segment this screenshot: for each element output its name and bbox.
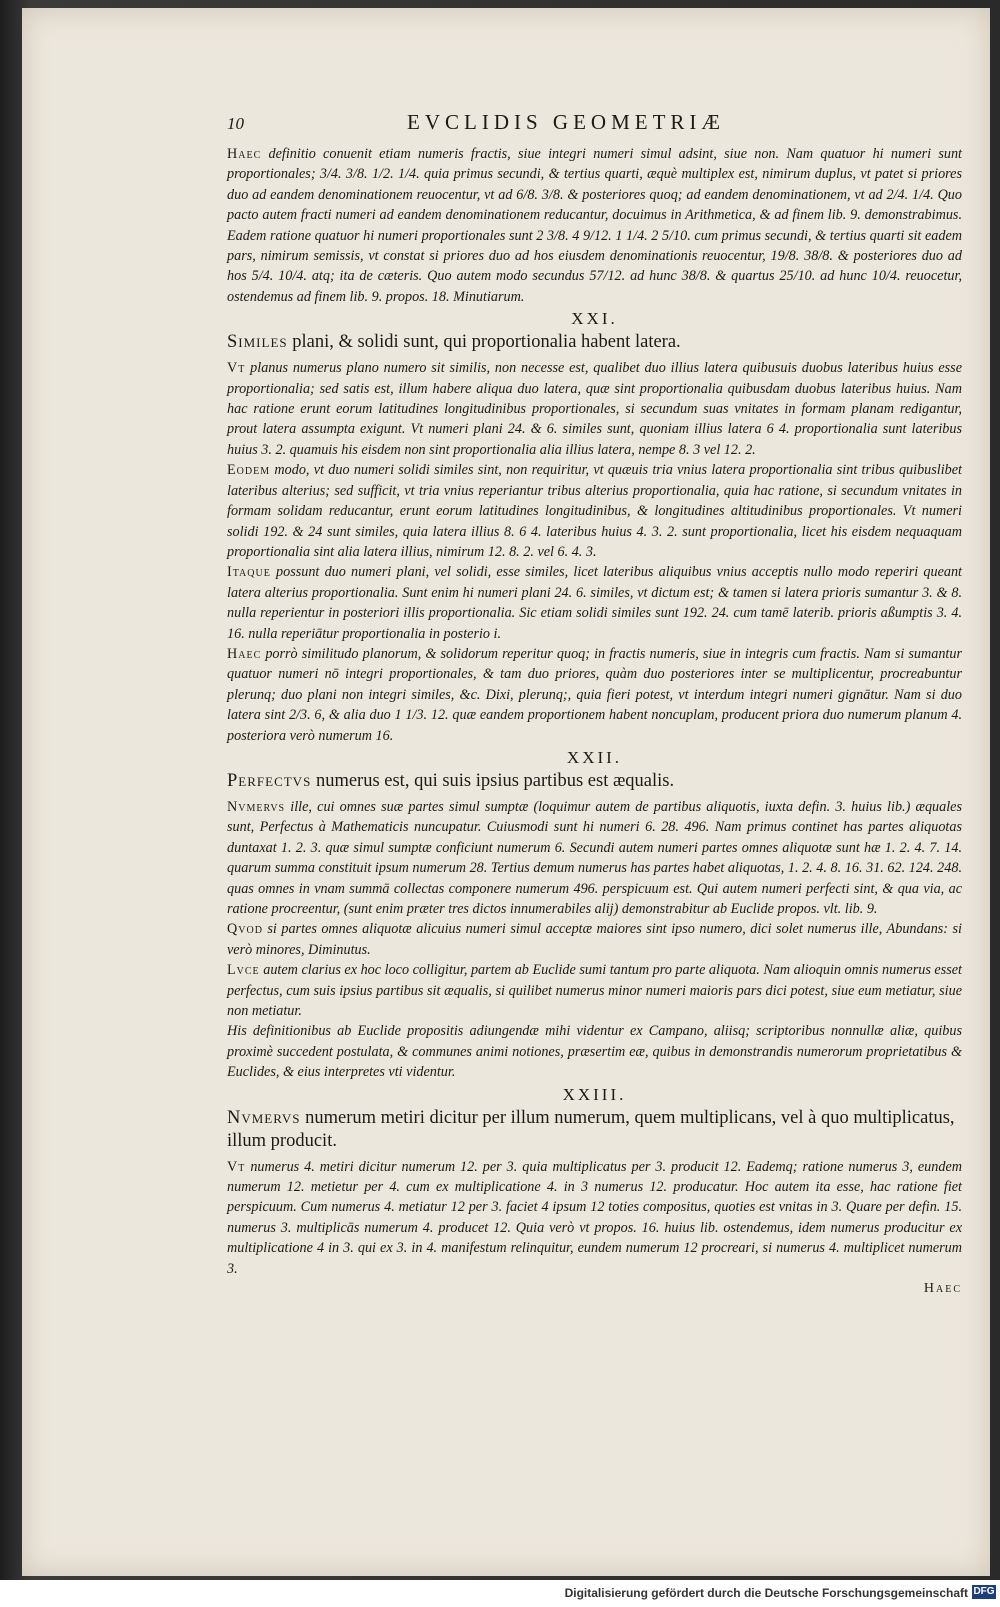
paragraph [227,144,962,307]
paragraph [227,1021,962,1082]
paragraph [227,797,962,919]
paragraph [227,562,962,644]
book-page [22,8,990,1576]
paragraph [227,460,962,562]
definition-number: XXII. [566,747,623,767]
paragraph [227,960,962,1021]
lead-word: Similes [227,332,288,353]
page-content [227,110,962,1297]
paragraph-text: numerus 4. metiri dicitur numerum 12. per 3. quia multiplicatus per 3. producit 12. Eademq; ratione numerus 3, eundem numerum 12. metietur per 4. cum ex multiplicatione 4. in 3 numerus 12. producatur. Hoc autem ita esse, hac ratione fiet perspicuum. Cum numerus 4. metiatur 12 per 3. faciet 4 ipsum 12 toties compositus, quoties est vnitas in 3. Quare per defin. 15. numerus 3. multiplicās numerum 4. producet 12. Quia verò vt propos. 16. huius lib. ostendemus, idem numerus producitur ex multiplicatione 4 in 3. qui ex 3. in 4. manifestum relinquitur, eundem numerum 12 procreari, si numerus 4. multiplicet numerum 3. [227,1158,962,1277]
lead-word: Vt [227,360,246,377]
running-head [227,110,962,144]
paragraph-text: autem clarius ex hoc loco colligitur, partem ab Euclide sumi tantum pro parte aliquota. Nam alioquin omnis numerus esset perfectus, cum suis ipsius partibus sit æqualis, si quilibet numerus minor numeri maioris pars dici potest, siue eum metiatur, siue non metiatur. [227,962,962,1020]
page-number: 10 [227,114,244,133]
definition-heading [227,331,962,354]
text-body [227,144,962,1279]
paragraph-text: His definitionibus ab Euclide propositis adiungendæ mihi videntur ex Campano, aliisq; scriptoribus nonnullæ aliæ, quibus proximè succedent postulata, & communes animi notiones, præsertim eæ, quibus in demonstrandis numerorum proprietatibus & Euclides, & eius interpretes vti videntur. [227,1023,962,1081]
paragraph-text: plani, & solidi sunt, qui proportionalia habent latera. [287,332,681,353]
funding-credit: Digitalisierung gefördert durch die Deutsche Forschungsgemeinschaft [564,1586,968,1600]
dfg-logo: DFG [973,1586,995,1597]
lead-word: Haec [227,146,262,162]
definition-heading [227,1107,962,1153]
paragraph-text: planus numerus plano numero sit similis, non necesse est, qualibet duo illius latera quibusuis duobus lateribus huius esse proportionalia; sed satis est, illum habere aliqua duo latera, quæ sint proportionalia quibusdam duobus lateribus huius. Nam hac ratione erunt eorum latitudines longitudinibus proportionales, si secundum suas vnitates in formam planam redigantur, prout latera assumpta exigunt. Vt numeri plani 24. & 6. similes sunt, quoniam illius latera 6 4. proportionalia sunt lateribus huius 3. 2. quamuis his eisdem non sint proportionalia alia illius latera, nempe 8. 3 vel 12. 2. [227,360,962,458]
paragraph-text: porrò similitudo planorum, & solidorum reperitur quoq; in fractis numeris, siue in integris cum fractis. Nam si sumantur quatuor numeri nō integri proportionales, & tam duo priores, quàm duo posteriores inter se multiplicentur, procreabuntur plerunq; duo plani non integri similes, &c. Dixi, plerunq;, quia fieri potest, vt interdum integri numeri gignātur. Nam si duo latera sint 2/3. 6, & alia duo 1 1/3. 12. quæ eandem proportionem habent noncuplam, producent priora duo numerum planum 4. posteriora verò numerum 16. [227,645,962,744]
paragraph-text: numerum metiri dicitur per illum numerum, quem multiplicans, vel à quo multiplicatus, illum producit. [227,1107,955,1151]
lead-word: Vt [227,1158,246,1175]
paragraph-text: si partes omnes aliquotæ alicuius numeri simul acceptæ maiores sint ipso numero, dici solet numerus ille, Abundans: si verò minores, Diminutus. [227,921,962,958]
catchword: Haec [923,1281,962,1297]
definition-number: XXIII. [562,1084,627,1104]
lead-word: Nvmervs [227,1107,301,1128]
lead-word: Nvmervs [227,798,286,815]
lead-word: Qvod [227,921,263,938]
paragraph [227,1157,962,1279]
lead-word: Lvce [227,962,260,979]
lead-word: Perfectvs [227,770,312,791]
paragraph [227,358,962,460]
paragraph-text: ille, cui omnes suæ partes simul sumptæ (loquimur autem de partibus aliquotis, iuxta defin. 3. huius lib.) æquales sunt, Perfectus à Mathematicis nuncupatur. Cuiusmodi sunt hi numeri 6. 28. 496. Nam primus continet has partes aliquotas duntaxat 1. 2. 3. quæ simul sumptæ conficiunt numerum 6. Secundi autem numeri partes omnes aliquotæ sunt hæ 1. 2. 4. 7. 14. quarum summa constituit ipsum numerum 28. Tertius demum numerus has partes habet aliquotas, 1. 2. 4. 8. 16. 31. 62. 124. 248. quas omnes in vnam summā collectas componere numerum 496. perspicuum est. Qui autem numeri perfecti sint, & qua via, ac ratione procreentur, (sunt enim præter tres dictos innumerabiles alij) demonstrabitur ab Euclide propos. vlt. lib. 9. [227,798,962,917]
paragraph [227,644,962,746]
definition-heading [227,770,962,793]
paragraph-text: modo, vt duo numeri solidi similes sint, non requiritur, vt quæuis tria vnius latera proportionalia sint tribus quibuslibet lateribus alterius; sed sufficit, vt tria vnius reperiantur tribus alterius proportionalia, quia hac ratione, si secundum vnitates in formam solidam reducantur, erunt eorum latitudines longitudinibus, & longitudines altitudinibus proportionales. Vt numeri solidi 192. & 24 sunt similes, quia latera illius 8. 6 4. lateribus huius 4. 3. 2. sunt proportionalia, licet his eisdem nequaquam proportionalia sint alia latera illius, nimirum 12. 8. 2. vel 6. 4. 3. [227,462,962,560]
footer-bar [0,1580,1000,1607]
definition-number: XXI. [571,309,618,329]
paragraph-text: definitio conuenit etiam numeris fractis, siue integri numeri simul adsint, siue non. Nam quatuor hi numeri sunt proportionales; 3/4. 3/8. 1/2. 1/4. quia primus secundi, & tertius quarti, æquè multiplex est, nimirum duplus, vt patet si priores duo ad eandem denominationem reuocentur, vt ad 6/8. 3/8. & posteriores quoq; ad eandem denominationem, vt ad 2/4. 1/4. Quo pacto autem fracti numeri ad eandem denominationem reducantur, docuimus in Arithmetica, & ad finem lib. 9. demonstrabimus. Eadem ratione quatuor hi numeri proportionales sunt 2 3/8. 4 9/12. 1 1/4. 2 5/10. cum primus secundi, & tertius quarti sit eadem pars, nimirum semissis, vt constat si priores duo ad hos eiusdem denominationis reuocentur, 19/8. 38/8. & posteriores duo ad hos 5/4. 10/4. atq; ita de cæteris. Quo autem modo secundus 57/12. ad hunc 38/8. & quartus 25/10. ad hunc 10/4. reuocetur, ostendemus ad finem lib. 9. propos. 18. Minutiarum. [227,146,962,305]
paragraph [227,919,962,960]
lead-word: Haec [227,645,262,662]
lead-word: Eodem [227,462,271,479]
paragraph-text: numerus est, qui suis ipsius partibus est æqualis. [311,770,675,791]
running-title: EVCLIDIS GEOMETRIÆ [407,110,726,134]
lead-word: Itaque [227,564,271,581]
paragraph-text: possunt duo numeri plani, vel solidi, esse similes, licet lateribus aliquibus vnius acceptis nullo modo reperiri queant latera alterius proportionalia. Sunt enim hi numeri plani 24. 6. similes, vt dictum est; & tamen si latera prioris sumantur 3. & 8. nulla reperientur in posteriori illis proportionalia. Sic etiam solidi similes sunt 192. 24. cum tamē laterib. prioris aßumptis 3. 4. 16. nulla reperiātur proportionalia in posterio i. [227,564,962,642]
